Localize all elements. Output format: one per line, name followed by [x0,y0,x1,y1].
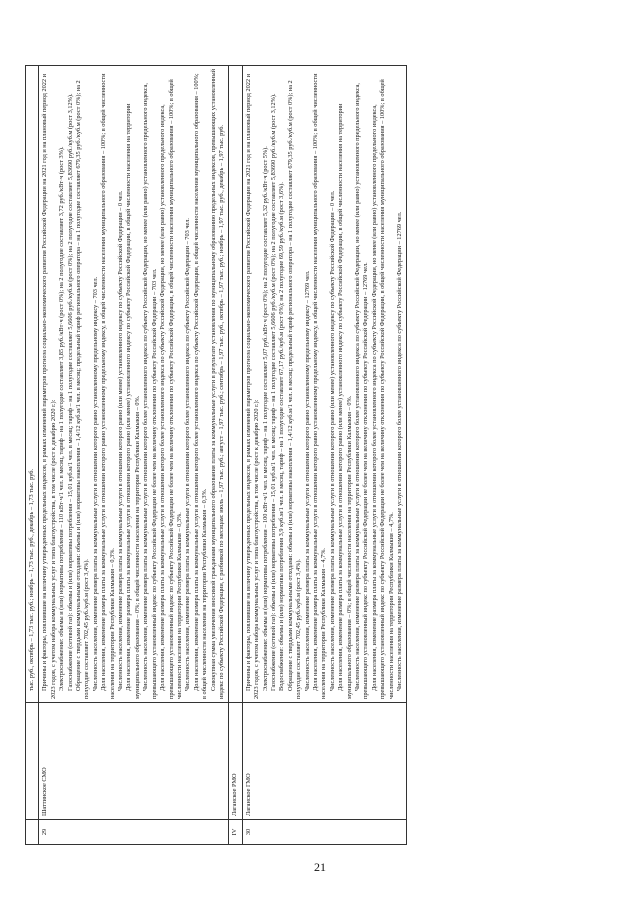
row-text-cell [39,66,229,703]
section-name-cell: Лаганское РМО [229,703,242,820]
paragraph: Численность населения, изменение размера платы за коммунальные услуги в отношении которого более установленного индекса по субъекту Российской Федерации – 703 чел. [184,217,192,691]
paragraph: Причины и факторы, повлиявшие на величину утвержденных предельных индексов, в рамках изменений параметров прогноза социально-экономического развития Российской Федерации на 2021 год и на плановый период 2022 и 2023 годов, с учетом набора коммунальных услуг и типа благоустройства, в том числе (рост к декабрю 2020 г.): [244,74,261,699]
paragraph: Численность населения, изменение размера платы за коммунальные услуги в отношении которого равно (или менее) установленного индексу по субъекту Российской Федерации – 0 чел. [117,190,125,691]
table-row-continuation [26,66,39,845]
row-text-cell [26,66,39,703]
paragraph: Совокупная сумма увеличения вносимой гражданами муниципального образования платы за коммунальные услуги в результате установления по муниципальному образованию предельных индексов, превышающих установленный индекс по субъекту Российской Федерации, с разбивкой по месяцам: июль – 1,97 тыс. руб.; август – 1,97 тыс. руб.; сентябрь – 1,97 тыс. руб., октябрь – 1,97 тыс. руб.; ноябрь – 1,97 тыс. руб., декабрь – 1,97 тыс. руб. [209,68,225,699]
paragraph: Численность населения, изменение размера платы за коммунальные услуги в отношении которого равно установленному предельному индексу – 12769 чел. [303,270,311,691]
paragraph: Водоснабжение: объемы и (или) нормативы потребления 3,9 куб.м/1 чел. в месяц, тариф – на 1 полугодие составляет 67,17 руб./куб.м (рост 0%); на 2 полугодие 69,59 руб./куб.м (рост 3,6%). [278,182,286,691]
paragraph: Доля населения, изменение размера платы за коммунальные услуги в отношении которого равно (или менее) установленного индексу по субъекту Российской Федерации, в общей численности населения на территории муниципального образования – 0%; в общей численности населения на территории Республики Калмыкия – 0%. [337,103,353,699]
page-number: 21 [314,860,326,874]
paragraph: Доля населения, изменение размера платы за коммунальные услуги в отношении которого более установленного индекса по субъекту Российской Федерации, но менее (или равно) установленного предельного индекса, превышающего установленный индекс по субъекту Российской Федерации не более чем на величину отклонения по субъекту Российской Федерации, в общей численности населения муниципального образования – 100%; в общей численности населения на территории Республики Калмыкия – 0,3%. [159,79,183,699]
paragraph: Численность населения, изменение размера платы за коммунальные услуги в отношении которого более установленного индекса по субъекту Российской Федерации, но менее (или равно) установленного предельного индекса, превышающего установленный индекс по субъекту Российской Федерации не более чем на величину отклонения по субъекту Российской Федерации – 12769 чел. [354,83,370,699]
paragraph: Газоснабжение (сетевой газ): объемы и (или) нормативы потребления – 15,01 куб.м/1 чел. в месяц; тариф – на 1 полугодие составляет 5,6606 руб./куб.м (рост 0%); на 2 полугодие составляет 5,83690 руб./куб.м (рост 3,12%). [269,93,277,691]
row-text-cell [242,66,407,703]
row-number-cell [26,820,39,845]
paragraph: Причины и факторы, повлиявшие на величину утвержденных предельных индексов, в рамках изменений параметров прогноза социально-экономического развития Российской Федерации на 2021 год и на плановый период 2022 и 2023 годов, с учетом набора коммунальных услуг и типа благоустройства, в том числе (рост к декабрю 2020 г.): [41,74,57,699]
row-number-cell: 29 [39,820,229,845]
municipality-name-cell: Лаганское ГМО [242,703,407,820]
paragraph: Электроснабжение: объемы и (или) нормативы потребления – 100 кВт·ч/1 чел. в месяц, тариф – на 1 полугодие составляет 5,07 руб./кВт·ч (рост 0%); на 2 полугодие составляет 5,32 руб./кВт·ч (рост 5%). [261,146,269,691]
rotated-page-content [25,65,605,845]
paragraph: Доля населения, изменение размера платы за коммунальные услуги в отношении которого более установленного индекса по субъекту Российской Федерации, но менее (или равно) установленного предельного индекса, превышающего установленный индекс по субъекту Российской Федерации не более чем на величину отклонения по субъекту Российской Федерации, в общей численности населения муниципального образования – 100%; в общей численности населения на территории Республики Калмыкия – 4,7%. [370,79,395,699]
municipality-name-cell: Шаттинское СМО [39,703,229,820]
paragraph: Доля населения, изменение размера платы за коммунальные услуги в отношении которого равно установленному предельному индексу, в общей численности населения муниципального образования – 100%; в общей численности населения на территории Республики Калмыкия – 0,3%. [100,73,116,699]
section-number-cell: IV [229,820,242,845]
table-row-30 [242,66,407,845]
row-number-cell: 30 [242,820,407,845]
paragraph: Газоснабжение (сетевой газ): объемы и (или) нормативы потребления – 15,01 куб.м/1 чел. в месяц; тариф – на 1 полугодие составляет 5,6606 руб./куб.м (рост 0%); на 2 полугодие составляет 5,83690 руб./куб.м (рост 3,12%). [66,93,74,691]
paragraph: Доля населения, изменение размера платы за коммунальные услуги в отношении которого равно установленному предельному индексу, в общей численности населения муниципального образования – 100%; в общей численности населения на территории Республики Калмыкия – 4,7%. [312,73,328,699]
data-table [25,65,407,845]
paragraph: Численность населения, изменение размера платы за коммунальные услуги в отношении которого более установленного индекса по субъекту Российской Федерации – 12769 чел. [396,211,404,691]
paragraph: Численность населения, изменение размера платы за коммунальные услуги в отношении которого равно установленному предельному индексу – 703 чел. [91,276,99,691]
paragraph: Численность населения, изменение размера платы за коммунальные услуги в отношении которого равно (или менее) установленного индексу по субъекту Российской Федерации – 0 чел. [328,190,336,691]
paragraph: Доля населения, изменение размера платы за коммунальные услуги в отношении которого более установленного индекса по субъекту Российской Федерации, в общей численности населения муниципального образования – 100%; в общей численности населения на территории Республики Калмыкия – 0,3%. [192,73,209,699]
continuation-text: тыс. руб., октябрь – 1,73 тыс. руб.; ноябрь – 1,73 тыс. руб., декабрь – 1,73 тыс. руб. [28,468,35,691]
paragraph: Электроснабжение: объемы и (или) нормативы потребления – 110 кВт·ч/1 чел. в месяц, тариф – на 1 полугодие составляет 3,85 руб./кВт·ч (рост 0%); на 2 полугодие составляет 3,72 руб./кВт·ч (рост 3%). [58,146,66,691]
municipality-name-cell [26,703,39,820]
row-text-cell [229,66,242,703]
paragraph: Обращение с твердыми коммунальными отходами: объемы и (или) нормативы накопления – 1,4/12 куб.м/1 чел. в месяц; предельный тариф регионального оператора – на 1 полугодие составляет 679,35 руб./куб.м (рост 0%); на 2 полугодие составляет 702,45 руб./куб.м (рост 3,4%). [75,80,91,699]
paragraph: Доля населения, изменение размера платы за коммунальные услуги в отношении которого равно (или менее) установленного индексу по субъекту Российской Федерации, в общей численности населения на территории муниципального образования – 0%; в общей численности населения на территории Республики Калмыкия – 0%. [125,103,141,699]
paragraph: Обращение с твердыми коммунальными отходами: объемы и (или) нормативы накопления – 1,4/12 куб.м/1 чел. в месяц; предельный тариф регионального оператора – на 1 полугодие составляет 679,35 руб./куб.м (рост 0%); на 2 полугодие составляет 702,45 руб./куб.м (рост 3,4%). [286,80,303,699]
table-row-29 [39,66,229,845]
table-row-section-iv [229,66,242,845]
paragraph: Численность населения, изменение размера платы за коммунальные услуги в отношении которого более установленного индекса по субъекту Российской Федерации, но менее (или равно) установленного предельного индекса, превышающего установленный индекс по субъекту Российской Федерации не более чем на величину отклонения по субъекту Российской Федерации – 703 чел. [142,83,158,699]
